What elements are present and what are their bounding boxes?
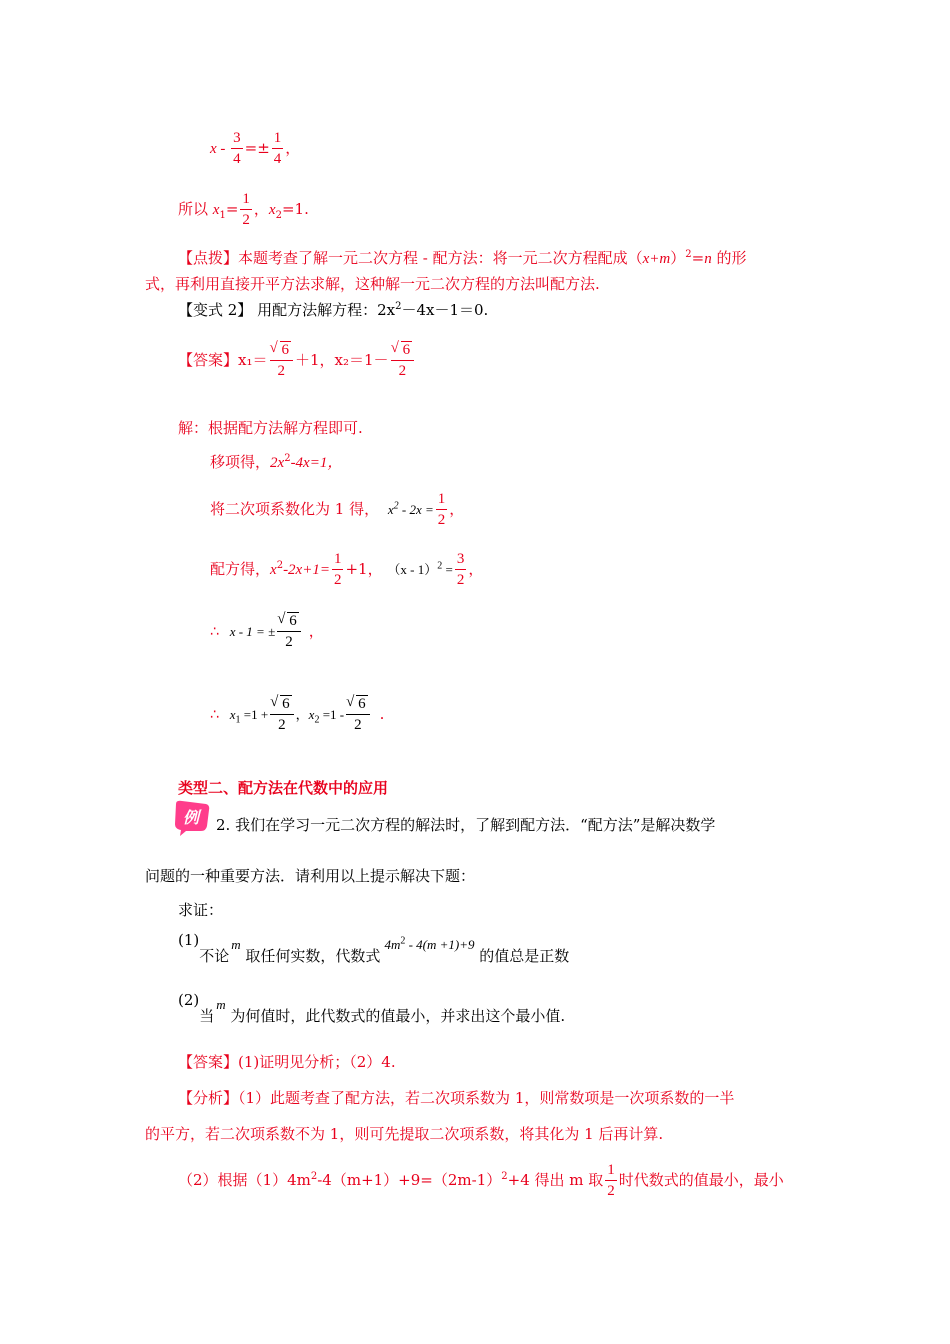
denominator: 2 [277, 363, 285, 379]
separator: ， [253, 200, 269, 218]
analysis-text-3b: -4（m+1）+9=（2m-1） [317, 1171, 502, 1189]
fraction-three-quarters [231, 131, 243, 167]
part-1 [178, 932, 569, 972]
radicand: 6 [282, 696, 290, 712]
answer-1 [178, 334, 416, 386]
variant-2-text: 用配方法解方程：2x [252, 301, 396, 319]
numerator: 3 [455, 552, 467, 570]
denominator: 4 [233, 151, 241, 167]
question-2-line-2: 问题的一种重要方法．请利用以上提示解决下题： [145, 867, 476, 885]
variant-2-label: 【变式 2】 [178, 301, 253, 319]
numerator: 1 [240, 192, 252, 210]
complete-eq: = [442, 562, 453, 577]
move-rest: -4x=1， [290, 455, 343, 471]
expr-4m: 4m [384, 937, 401, 952]
final-x1-expr: =1 + [240, 707, 269, 722]
complete-square-term: （x - 1） [387, 562, 438, 577]
part-2-text-a: 当 [199, 1007, 215, 1025]
part-1-text-c: 的值总是正数 [474, 947, 570, 965]
sub-2: 2 [275, 210, 282, 221]
comma: ， [449, 500, 465, 518]
analysis-sup-2: 2 [501, 1171, 508, 1182]
step-b-result [178, 188, 309, 230]
answer-2 [178, 1052, 396, 1072]
hint-line-1 [178, 248, 747, 269]
denominator: 4 [273, 151, 282, 167]
analysis-sup-1: 2 [310, 1171, 318, 1182]
complete-square-sup: 2 [437, 560, 443, 572]
fraction-sqrt6-over-2 [270, 343, 294, 379]
fraction-sqrt6-over-2 [270, 697, 294, 733]
radicand: 6 [289, 613, 297, 629]
fraction-sqrt6-over-2 [346, 697, 370, 733]
denominator: 2 [333, 572, 342, 588]
complete-x: x [270, 562, 277, 578]
numerator: 1 [332, 552, 344, 570]
fraction-sqrt6-over-2 [277, 614, 301, 650]
fraction-one-half [436, 492, 448, 528]
part-2-text-b: 为何值时，此代数式的值最小，并求出这个最小值. [225, 1007, 566, 1025]
var-x2: x [268, 202, 276, 218]
solution-final [210, 688, 384, 740]
fraction-one-half [240, 192, 252, 228]
complete-plus-one: +1， [345, 560, 383, 578]
radicand: 6 [281, 342, 289, 358]
badge-label: 例 [182, 808, 200, 827]
denominator: 2 [398, 363, 407, 379]
variant-2-sup: 2 [395, 301, 402, 312]
x2-value: =1. [281, 200, 309, 218]
solution-intro: 解：根据配方法解方程即可. [178, 419, 363, 437]
fraction-one-quarter [272, 131, 284, 167]
hint-var: x+m [642, 251, 671, 267]
part-1-text-a: 不论 [199, 947, 230, 965]
denominator: 2 [242, 212, 250, 228]
fraction-one-half [332, 552, 344, 588]
analysis-line-1 [178, 1088, 734, 1108]
denominator: 2 [607, 1183, 615, 1199]
numerator: 1 [605, 1163, 617, 1181]
period: . [379, 705, 385, 723]
final-x1: x [229, 707, 236, 722]
solution-complete-square [210, 548, 483, 590]
fraction-sqrt6-over-2 [391, 343, 415, 379]
answer-2-label: 【答案】 [178, 1053, 239, 1071]
variant-2-question [178, 300, 488, 320]
hint-eq: = [691, 249, 705, 267]
comma: ， [285, 139, 301, 157]
radicand: 6 [402, 342, 411, 358]
section-2-title: 类型二、配方法在代数中的应用 [178, 779, 389, 797]
part-2 [178, 992, 565, 1032]
analysis-text-3d: 时代数式的值最小，最小 [618, 1171, 784, 1189]
prove-label: 求证： [178, 901, 224, 919]
comma: ， [308, 622, 324, 640]
complete-sup: 2 [276, 560, 284, 571]
hint-sup: 2 [685, 249, 692, 260]
analysis-text-3c: +4 得出 m 取 [507, 1171, 604, 1189]
variant-2-text-end: －4x－1＝0. [401, 301, 489, 319]
solution-move-terms [210, 452, 342, 473]
normalize-expr: - 2x = [398, 502, 434, 517]
separator: ， [295, 707, 309, 722]
analysis-label: 【分析】 [178, 1089, 239, 1107]
step-a-equation [210, 128, 300, 168]
analysis-text-3a: （2）根据（1）4m [178, 1171, 311, 1189]
analysis-text-1: （1）此题考查了配方法，若二次项系数为 1，则常数项是一次项系数的一半 [238, 1089, 735, 1107]
denominator: 2 [354, 717, 362, 733]
analysis-line-2: 的平方，若二次项系数不为 1，则可先提取二次项系数，将其化为 1 后再计算. [145, 1125, 664, 1143]
complete-label: 配方得， [210, 560, 271, 578]
part-2-var-m: m [216, 997, 226, 1012]
therefore-symbol: ∴ [210, 707, 219, 723]
step-b-prefix: 所以 [178, 200, 213, 218]
final-x2: x [308, 707, 315, 722]
equals-plus-minus: =± [244, 139, 270, 157]
normalize-sup: 2 [393, 500, 399, 512]
numerator: 3 [231, 131, 243, 149]
numerator: 1 [436, 492, 448, 510]
var-x1: x [212, 202, 220, 218]
hint-line-2: 式，再利用直接开平方法求解，这种解一元二次方程的方法叫配方法. [145, 275, 600, 293]
move-label: 移项得， [210, 453, 271, 471]
denominator: 2 [456, 572, 465, 588]
therefore-symbol: ∴ [210, 624, 219, 640]
fraction-three-halves [455, 552, 467, 588]
hint-text: 本题考查了解一元二次方程 - 配方法：将一元二次方程配成（ [238, 249, 643, 267]
part-1-text-b: 取任何实数，代数式 [240, 947, 381, 965]
denominator: 2 [437, 512, 446, 528]
part-2-label: (2) [178, 991, 200, 1009]
denominator: 2 [285, 634, 293, 650]
example-badge-icon [172, 800, 212, 836]
fraction-one-half [605, 1163, 617, 1199]
sub-1: 1 [219, 210, 226, 221]
answer-1-label: 【答案】 [178, 351, 239, 369]
hint-n: n [704, 251, 712, 267]
answer-2-text: (1)证明见分析；（2）4. [238, 1053, 396, 1071]
sub-2: 2 [314, 714, 320, 726]
hint-paren: ） [670, 249, 686, 267]
root-expr: x - 1 = ± [229, 624, 276, 639]
normalize-x: x [387, 502, 394, 517]
solution-root [210, 606, 324, 656]
normalize-label: 将二次项系数化为 1 得， [210, 500, 380, 518]
step-a-lhs: x - [210, 141, 230, 157]
solution-normalize [210, 488, 464, 530]
move-sup: 2 [284, 453, 291, 464]
sub-1: 1 [235, 714, 241, 726]
hint-label: 【点拨】 [178, 249, 239, 267]
answer-1-x1: x₁＝ [238, 351, 268, 369]
question-2-line-1: 2. 我们在学习一元二次方程的解法时，了解到配方法．“配方法”是解决数学 [216, 816, 716, 834]
complete-expr: -2x+1= [283, 562, 330, 578]
comma: ， [468, 560, 484, 578]
expr-sup: 2 [400, 935, 406, 947]
denominator: 2 [278, 717, 286, 733]
answer-1-mid: ＋1，x₂＝1－ [295, 351, 389, 369]
analysis-line-3 [178, 1158, 784, 1202]
part-1-label: (1) [178, 931, 200, 949]
radicand: 6 [358, 696, 366, 712]
part-1-var-m: m [231, 937, 241, 952]
numerator: 1 [272, 131, 284, 149]
equals: = [225, 200, 239, 218]
hint-end: 的形 [711, 249, 747, 267]
expr-rest: - 4(m +1)+9 [405, 937, 475, 952]
move-term: 2x [270, 455, 285, 471]
final-x2-expr: =1 - [319, 707, 345, 722]
